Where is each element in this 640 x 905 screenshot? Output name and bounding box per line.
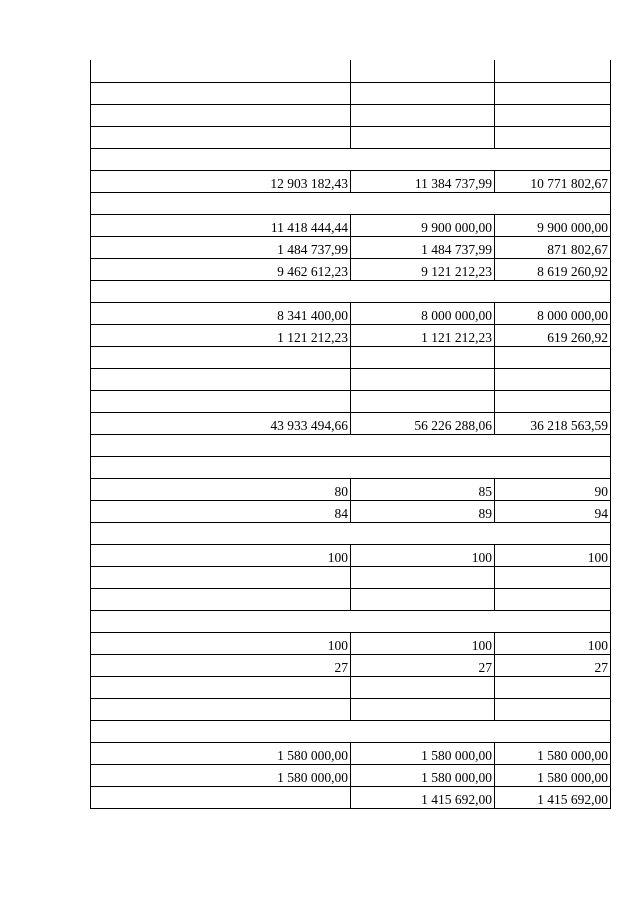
table-cell-col1 [91, 677, 351, 698]
table-cell-col3: 36 218 563,59 [530, 417, 608, 433]
table-cell-col1: 11 418 444,44 [91, 215, 351, 236]
table-cell-col2: 1 415 692,00 [351, 787, 495, 808]
table-row [91, 258, 610, 280]
financial-table [90, 60, 611, 809]
table-cell-col2: 1 121 212,23 [351, 325, 495, 346]
table-cell-col1: 84 [91, 501, 351, 522]
table-cell-col1: 1 484 737,99 [91, 237, 351, 258]
table-row [91, 588, 610, 610]
table-cell-col1 [91, 369, 351, 390]
table-cell-col2: 1 580 000,00 [351, 765, 495, 786]
table-cell-col1: 100 [91, 545, 351, 566]
table-cell-col3 [495, 699, 610, 720]
table-row [91, 632, 610, 654]
table-row [91, 412, 610, 434]
table-cell-col3: 9 900 000,00 [537, 219, 608, 235]
table-cell-col1 [91, 105, 351, 126]
table-row [91, 500, 610, 522]
table-cell-col3 [495, 105, 610, 126]
table-row [91, 786, 610, 808]
table-cell-col3 [495, 60, 610, 82]
table-row [91, 170, 610, 192]
table-row [91, 126, 610, 148]
table-cell-col3: 1 580 000,00 [537, 769, 608, 785]
table-cell-col2 [351, 699, 495, 720]
table-cell-col1: 9 462 612,23 [91, 259, 351, 280]
table-cell-col3: 1 415 692,00 [537, 791, 608, 807]
table-cell-col2: 11 384 737,99 [351, 171, 495, 192]
table-row [91, 236, 610, 258]
table-row [91, 82, 610, 104]
table-cell-col2 [351, 369, 495, 390]
table-row [91, 390, 610, 412]
table-cell-col1: 100 [91, 633, 351, 654]
table-cell-col1: 8 341 400,00 [91, 303, 351, 324]
section-row [91, 148, 610, 170]
section-row [91, 280, 610, 302]
table-row [91, 654, 610, 676]
table-cell-col2: 27 [351, 655, 495, 676]
table-cell-col2 [351, 60, 495, 82]
table-row [91, 104, 610, 126]
table-cell-col2 [351, 567, 495, 588]
table-cell-col3: 619 260,92 [547, 329, 608, 345]
table-cell-col3 [495, 83, 610, 104]
table-cell-col3: 8 619 260,92 [537, 263, 608, 279]
table-row [91, 742, 610, 764]
table-cell-col1: 1 580 000,00 [91, 743, 351, 764]
table-row [91, 544, 610, 566]
table-cell-col3 [495, 391, 610, 412]
table-cell-col2: 100 [351, 633, 495, 654]
table-cell-col3: 90 [594, 483, 608, 499]
section-row [91, 434, 610, 456]
table-cell-col3: 8 000 000,00 [537, 307, 608, 323]
section-row [91, 610, 610, 632]
table-cell-col2: 1 580 000,00 [351, 743, 495, 764]
table-row [91, 214, 610, 236]
table-row [91, 302, 610, 324]
table-cell-col1: 27 [91, 655, 351, 676]
table-cell-col2: 85 [351, 479, 495, 500]
table-cell-col1: 1 580 000,00 [91, 765, 351, 786]
table-cell-col1 [91, 699, 351, 720]
table-cell-col2 [351, 347, 495, 368]
table-row [91, 566, 610, 588]
table-row [91, 346, 610, 368]
table-cell-col1: 80 [91, 479, 351, 500]
table-cell-col1 [91, 127, 351, 148]
table-cell-col2: 100 [351, 545, 495, 566]
table-cell-col3: 94 [594, 505, 608, 521]
table-cell-col3: 10 771 802,67 [530, 175, 608, 191]
table-cell-col3 [495, 347, 610, 368]
table-cell-col3: 1 580 000,00 [537, 747, 608, 763]
table-cell-col2: 9 900 000,00 [351, 215, 495, 236]
table-cell-col2: 89 [351, 501, 495, 522]
table-cell-col1: 1 121 212,23 [91, 325, 351, 346]
table-cell-col2 [351, 83, 495, 104]
table-row [91, 698, 610, 720]
table-cell-col1: 12 903 182,43 [91, 171, 351, 192]
table-row [91, 60, 610, 82]
table-cell-col3 [495, 677, 610, 698]
table-cell-col2 [351, 105, 495, 126]
table-cell-col2 [351, 589, 495, 610]
section-row [91, 522, 610, 544]
table-row [91, 368, 610, 390]
section-row [91, 192, 610, 214]
table-cell-col2 [351, 127, 495, 148]
table-cell-col2 [351, 391, 495, 412]
table-cell-col3: 871 802,67 [547, 241, 608, 257]
table-cell-col2: 56 226 288,06 [351, 413, 495, 434]
table-cell-col3 [495, 567, 610, 588]
table-cell-col3: 100 [587, 549, 608, 565]
table-cell-col1 [91, 787, 351, 808]
section-row [91, 720, 610, 742]
table-cell-col1 [91, 391, 351, 412]
table-cell-col2: 8 000 000,00 [351, 303, 495, 324]
table-cell-col3 [495, 369, 610, 390]
table-row [91, 324, 610, 346]
table-cell-col3 [495, 127, 610, 148]
table-cell-col1 [91, 589, 351, 610]
table-cell-col2 [351, 677, 495, 698]
table-cell-col1 [91, 567, 351, 588]
table-cell-col3: 100 [587, 637, 608, 653]
table-cell-col1 [91, 83, 351, 104]
table-cell-col1: 43 933 494,66 [91, 413, 351, 434]
table-cell-col2: 9 121 212,23 [351, 259, 495, 280]
table-row [91, 764, 610, 786]
table-cell-col1 [91, 347, 351, 368]
table-cell-col2: 1 484 737,99 [351, 237, 495, 258]
table-cell-col3 [495, 589, 610, 610]
table-cell-col1 [91, 60, 351, 82]
table-row [91, 478, 610, 500]
table-row [91, 676, 610, 698]
table-cell-col3: 27 [594, 659, 608, 675]
section-row [91, 456, 610, 478]
